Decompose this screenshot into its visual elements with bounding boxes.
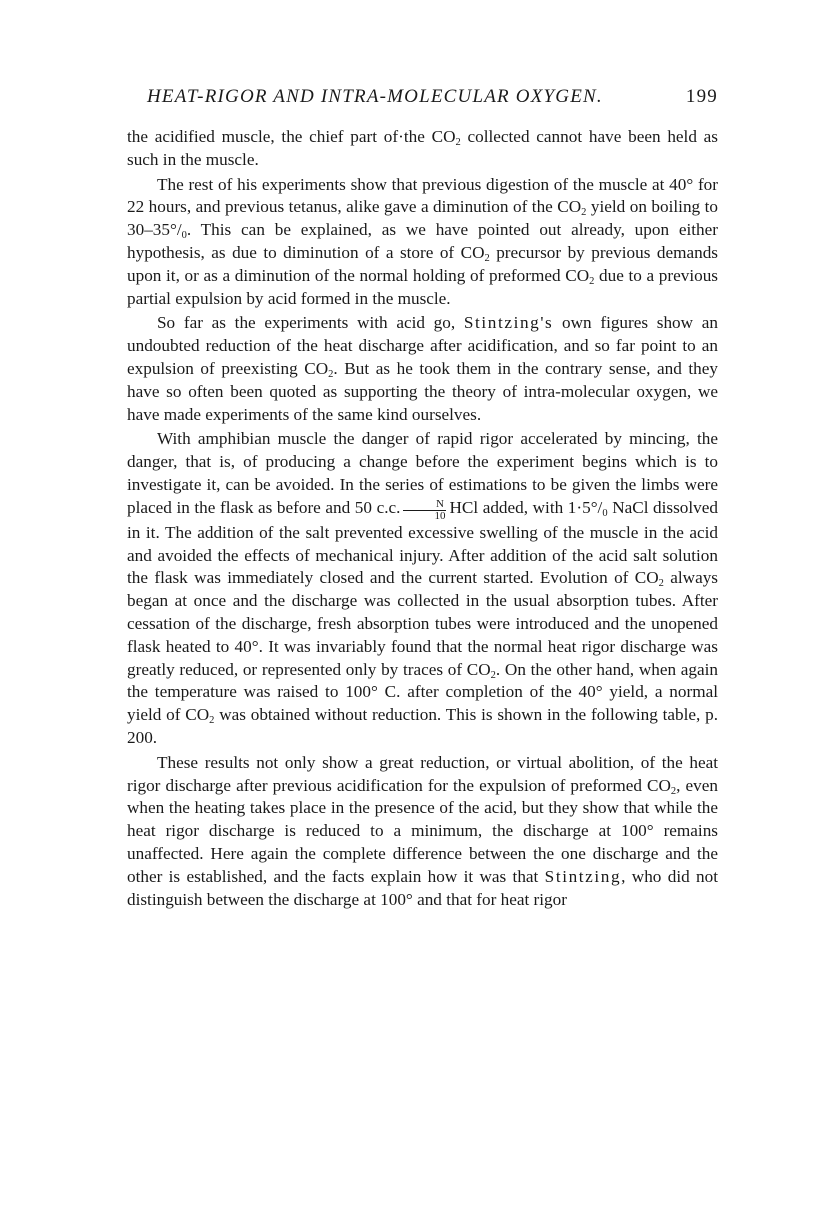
text-run: due to a previous partial expulsion by acid formed in the muscle.	[127, 265, 718, 308]
subscript: 2	[209, 715, 215, 727]
subscript: 2	[328, 368, 334, 380]
fraction-denominator: 10	[434, 509, 446, 522]
fraction	[403, 499, 446, 522]
subscript: 2	[658, 578, 664, 590]
subscript: 2	[589, 275, 595, 287]
subscript: 2	[484, 252, 490, 264]
text-run: These results not only show a great reduction, or virtual abolition, of the heat rigor discharge after previous acidification for the expulsion of preformed CO	[127, 752, 718, 795]
paragraph	[127, 752, 718, 912]
text-run: So far as the experiments with acid go,	[157, 313, 464, 333]
text-run: was obtained without reduction. This is shown in the following table, p. 200.	[127, 705, 718, 747]
text-run: . On the other hand, when again the temperature was raised to 100° C. after completion of the 40° yield, a normal yield of CO	[127, 659, 718, 725]
text-run: the acidified muscle, the chief part of·the CO	[127, 127, 456, 146]
subscript: 0	[602, 507, 608, 519]
text-run: The rest of his experiments show that previous digestion of the muscle at 40° for 22 hours, and previous tetanus, alike gave a diminution of the CO	[127, 174, 718, 217]
running-title: HEAT-RIGOR AND INTRA-MOLECULAR OXYGEN.	[147, 86, 603, 107]
running-header	[127, 86, 718, 114]
subscript: 0	[181, 230, 187, 242]
text-run: . This can be explained, as we have pointed out already, upon either hypothesis, as due to diminution of a store of CO	[127, 220, 718, 262]
text-run: , even when the heating takes place in the presence of the acid, but they show that while the heat rigor discharge is reduced to a minimum, the discharge at 100° remains unaffected. Here again the complete difference between the one discharge and the other is established, and the facts explain how it was that	[127, 775, 718, 886]
text-run: . But as he took them in the contrary sense, and they have so often been quoted as supporting the theory of intra-molecular oxygen, we have made experiments of the same kind ourselves.	[127, 358, 718, 424]
text-run: always began at once and the discharge was collected in the usual absorption tubes. After cessation of the discharge, fresh absorption tubes were introduced and the unopened flask heated to 40°. It was invariably found that the normal heat rigor discharge was greatly reduced, or represented only by traces of CO	[127, 568, 718, 679]
subscript: 2	[581, 207, 587, 219]
author-name: Stintzing	[544, 866, 622, 886]
paragraph	[127, 174, 718, 311]
subscript: 2	[490, 669, 496, 681]
text-run: NaCl dissolved in it. The addition of the salt prevented excessive swelling of the muscle in the acid and avoided the effects of mechanical injury. After addition of the acid salt solution the flask was immediately closed and the current started. Evolution of CO	[127, 497, 718, 588]
page-number: 199	[685, 86, 718, 107]
author-name: Stintzing's	[463, 313, 554, 333]
fraction-numerator: N	[403, 499, 446, 511]
text-run: With amphibian muscle the danger of rapid rigor accelerated by mincing, the danger, that is, of producing a change before the experiment begins which is to investigate it, can be avoided. In the series of estimations to be given the limbs were placed in the flask as before and 50 c.c.	[127, 429, 718, 517]
subscript: 2	[455, 137, 461, 148]
text-run: HCl added, with 1·5°/	[449, 497, 603, 517]
text-run: collected cannot have been held as such in the muscle.	[127, 127, 718, 169]
text-run: , who did not distinguish between the discharge at 100° and that for heat rigor	[127, 866, 718, 909]
paragraph-continuation	[127, 126, 718, 172]
body-text	[127, 126, 718, 911]
subscript: 2	[670, 785, 677, 797]
document-page	[127, 86, 718, 913]
text-run: yield on boiling to 30–35°/	[127, 197, 718, 240]
text-run: precursor by previous demands upon it, or as a diminution of the normal holding of preformed CO	[127, 242, 718, 285]
paragraph	[127, 312, 718, 426]
text-run: own figures show an undoubted reduction of the heat discharge after acidification, and so far point to an expulsion of preexisting CO	[127, 313, 718, 378]
paragraph	[127, 428, 718, 749]
